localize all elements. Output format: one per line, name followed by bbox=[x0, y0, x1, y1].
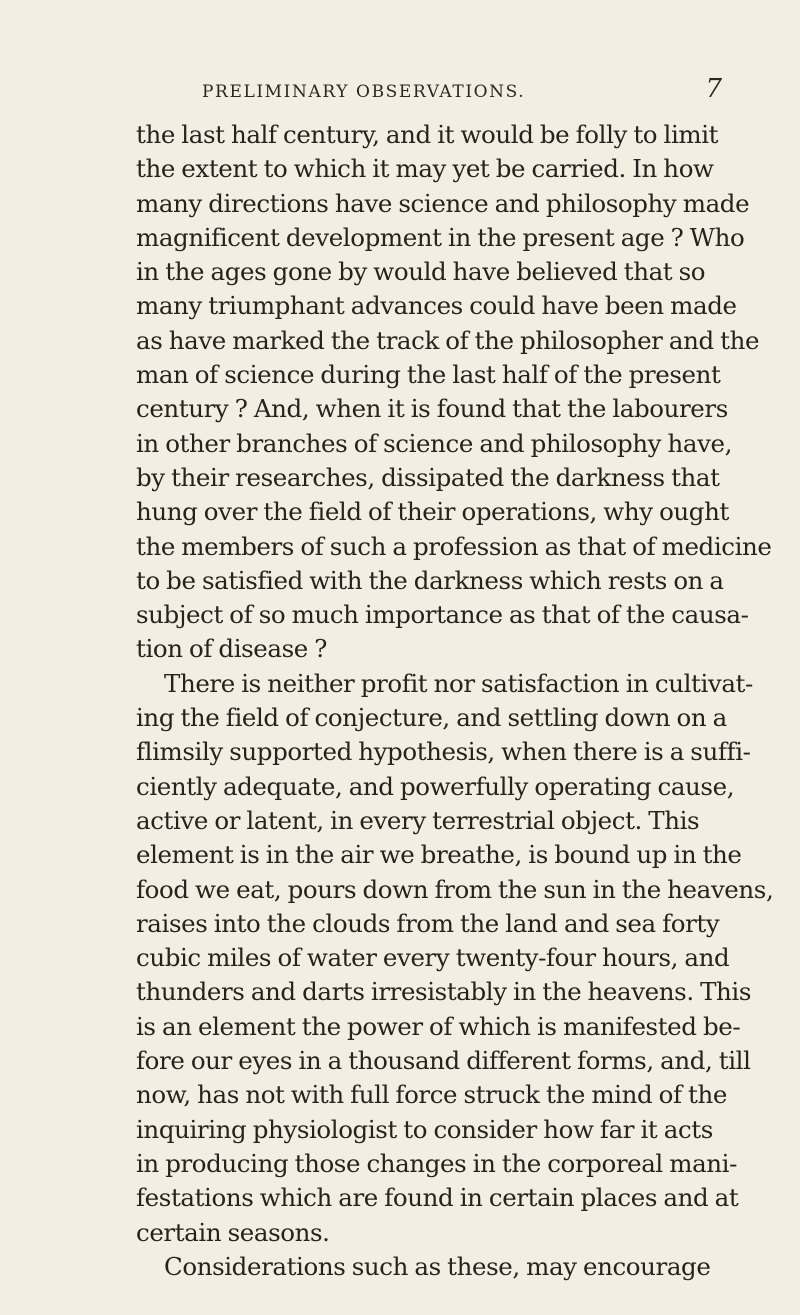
body-text bbox=[136, 118, 774, 1284]
text-line: now, has not with full force struck the mind of the bbox=[136, 1080, 727, 1110]
text-line: in producing those changes in the corporeal mani- bbox=[136, 1148, 737, 1178]
running-head-title: PRELIMINARY OBSERVATIONS. bbox=[202, 82, 526, 102]
text-line: the extent to which it may yet be carried. In how bbox=[136, 154, 714, 184]
text-line: cubic miles of water every twenty-four hours, and bbox=[136, 943, 730, 973]
text-line: flimsily supported hypothesis, when there is a suffi- bbox=[136, 737, 751, 767]
text-line: many triumphant advances could have been made bbox=[136, 291, 737, 321]
text-line: festations which are found in certain places and at bbox=[136, 1183, 739, 1213]
text-line: active or latent, in every terrestrial object. This bbox=[136, 805, 700, 835]
text-line: in other branches of science and philosophy have, bbox=[136, 428, 733, 458]
text-line: is an element the power of which is manifested be- bbox=[136, 1011, 741, 1041]
paragraph-end-line: tion of disease ? bbox=[136, 634, 327, 664]
text-line: the members of such a profession as that of medicine bbox=[136, 531, 772, 561]
text-line: element is in the air we breathe, is bound up in the bbox=[136, 840, 742, 870]
text-line: subject of so much importance as that of the causa- bbox=[136, 600, 749, 630]
text-line: hung over the field of their operations, why ought bbox=[136, 497, 729, 527]
text-line: raises into the clouds from the land and sea forty bbox=[136, 908, 720, 938]
paragraph-start-line: Considerations such as these, may encourage bbox=[164, 1251, 711, 1281]
text-line: many directions have science and philosophy made bbox=[136, 188, 750, 218]
text-line: food we eat, pours down from the sun in the heavens, bbox=[136, 874, 774, 904]
text-line: by their researches, dissipated the darkness that bbox=[136, 462, 720, 492]
paragraph-start-line: There is neither profit nor satisfaction in cultivat- bbox=[164, 668, 753, 698]
text-line: inquiring physiologist to consider how far it acts bbox=[136, 1114, 713, 1144]
page-number: 7 bbox=[705, 74, 722, 104]
text-line: ing the field of conjecture, and settling down on a bbox=[136, 703, 727, 733]
text-line: in the ages gone by would have believed that so bbox=[136, 257, 706, 287]
text-line: thunders and darts irresistably in the heavens. This bbox=[136, 977, 752, 1007]
text-line: magnificent development in the present age ? Who bbox=[136, 222, 745, 252]
paragraph-end-line: certain seasons. bbox=[136, 1217, 330, 1247]
text-line: man of science during the last half of the present bbox=[136, 360, 721, 390]
text-line: fore our eyes in a thousand different forms, and, till bbox=[136, 1046, 751, 1076]
running-head bbox=[120, 74, 722, 108]
text-line: ciently adequate, and powerfully operating cause, bbox=[136, 771, 735, 801]
text-line: the last half century, and it would be folly to limit bbox=[136, 120, 719, 149]
text-line: century ? And, when it is found that the labourers bbox=[136, 394, 728, 424]
text-line: as have marked the track of the philosopher and the bbox=[136, 325, 760, 355]
text-line: to be satisfied with the darkness which rests on a bbox=[136, 565, 724, 595]
